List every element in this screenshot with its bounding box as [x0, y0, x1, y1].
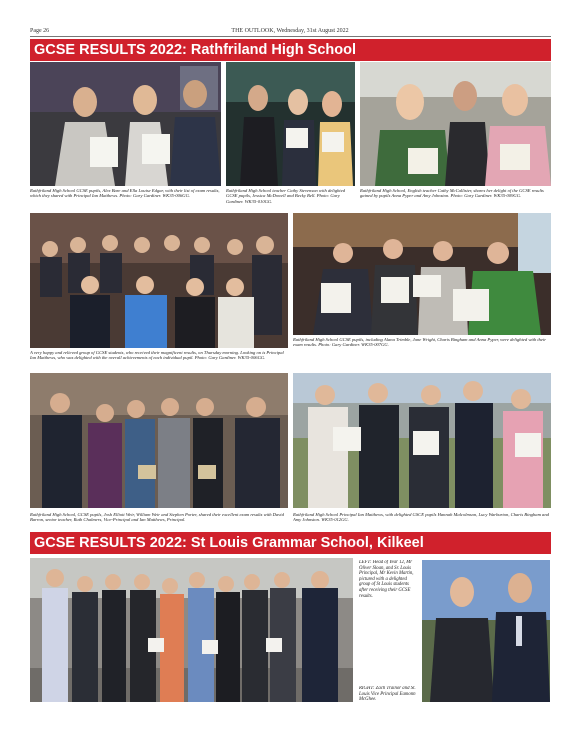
caption-3: Rathfriland High School, English teacher Cathy McCallister, shares her delight of the GCSE results gained by pupils Anna Pyper and Amy Johnston. Photo: Gary Gardiner. WK35-009GG. — [360, 188, 544, 199]
caption-st-louis-right: RIGHT: Zach Trainor and St. Louis Vice Principal Eamonn McGhee. — [359, 686, 416, 703]
photo-rathfriland-1 — [30, 62, 221, 186]
photo-rathfriland-6 — [30, 373, 288, 508]
section-banner-rathfriland: GCSE RESULTS 2022: Rathfriland High School — [30, 39, 551, 61]
photo-rathfriland-4 — [30, 213, 288, 348]
caption-st-louis-left: LEFT: Head of Year 12, Mr Oliver Sloan, and Sr. Louis Principal, Mr Kevin Martin, pictured with a delighted group of St Louis students after receiving their GCSE results. — [359, 560, 414, 599]
page-number: Page 26 — [30, 28, 50, 34]
photo-st-louis-pair — [422, 560, 550, 702]
photo-rathfriland-5 — [293, 213, 551, 335]
caption-7: Rathfriland High School Principal Ian Matthews, with delighted GSCE pupils Hannah Malcolmson, Lucy Warburton, Charis Bingham and Amy Johnston. WK35-012GG. — [293, 512, 549, 523]
masthead: THE OUTLOOK, Wednesday, 31st August 2022 — [231, 28, 349, 34]
photo-rathfriland-3 — [360, 62, 551, 186]
caption-2: Rathfriland High School teacher Cathy Stevenson with delighted GCSE pupils, Jessica McDowell and Becky Bell. Photo: Gary Gardiner. WK35-010GG. — [226, 188, 346, 204]
photo-st-louis-group — [30, 558, 353, 702]
caption-6: Rathfriland High School, GCSE pupils, Josh Elliott Weir, William Weir and Stephen Porter, shared their excellent exam results with David Barron, senior teacher, Ruth Chalmers, Vice-Principal and Ian Matthews, Principal. — [30, 512, 284, 523]
header-rule — [30, 36, 551, 37]
caption-4: A very happy and relieved group of GCSE students, who received their magnificent results, on Thursday morning. Looking on is Principal Ian Matthews, who was delighted with the overall achievements of each individual pupil. Photo: Gary Gardiner. WK35-006GG. — [30, 350, 284, 361]
caption-1: Rathfriland High School GCSE pupils, Alex Bare and Ella Louise Edgar, with their list of exam results, which they shared with Principal Ian Matthews. Photo: Gary Gardiner. WK35-006GG. — [30, 188, 220, 199]
section-banner-st-louis: GCSE RESULTS 2022: St Louis Grammar School, Kilkeel — [30, 532, 551, 554]
photo-rathfriland-2 — [226, 62, 355, 186]
photo-rathfriland-7 — [293, 373, 551, 508]
caption-5: Rathfriland High School GCSE pupils, including Alana Trimble, Jane Wright, Charis Bingham and Anna Pyper, were delighted with their exam results. Photo: Gary Gardiner. WK35-007GG. — [293, 337, 547, 348]
